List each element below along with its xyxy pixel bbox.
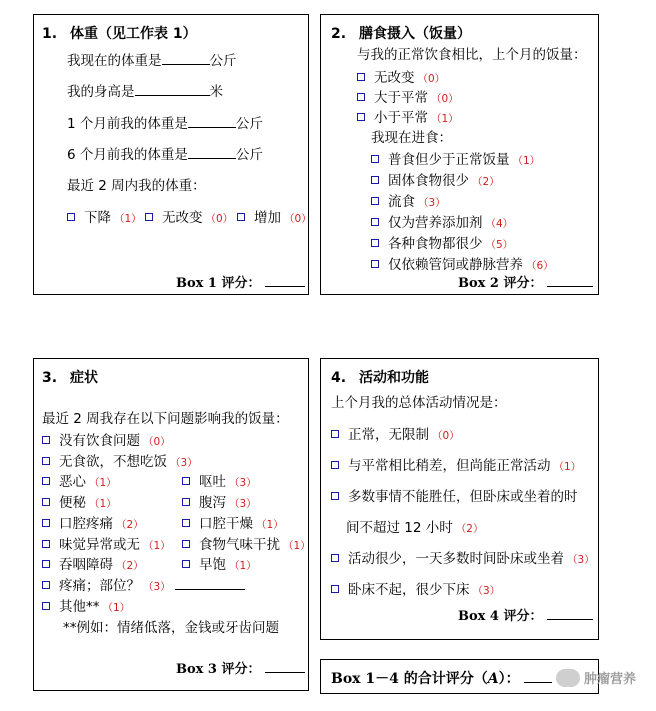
option-decrease[interactable]: 下降 （1） [67,206,142,226]
total-score-blank[interactable] [524,672,552,683]
option-no-change[interactable]: 无改变 （0） [145,206,233,226]
checkbox-icon[interactable] [237,213,245,221]
box4-activity [320,358,599,640]
box2-sub-intro: 我现在进食： [371,130,452,146]
checkbox-icon[interactable] [357,73,365,81]
watermark [556,668,636,687]
box4-intro: 上个月我的总体活动情况是： [331,395,507,411]
box1-weight [33,14,312,295]
box1-title: 1. 体重（见工作表 1） [42,26,197,42]
box3-intro: 最近 2 周我存在以下问题影响我的饭量： [42,411,289,427]
checkbox-icon[interactable] [67,213,75,221]
option-intake-more[interactable]: 大于平常 （0） [357,86,459,106]
checkbox-icon[interactable] [42,519,50,527]
box2-intro: 与我的正常饮食相比，上个月的饭量： [357,47,587,63]
checkbox-icon[interactable] [371,239,379,247]
checkbox-icon[interactable] [182,498,190,506]
option-nausea[interactable]: 恶心 （1） [42,470,117,490]
option-little-any-food[interactable]: 各种食物都很少 （5） [371,232,513,252]
option-taste-abnormal[interactable]: 味觉异常或无 （1） [42,533,171,553]
checkbox-icon[interactable] [371,260,379,268]
checkbox-icon[interactable] [371,155,379,163]
option-pain[interactable]: 疼痛；部位？ （3） [42,574,245,594]
option-little-activity[interactable]: 活动很少，一天多数时间卧床或坐着 （3） [331,547,595,567]
box2-title: 2. 膳食摄入（饭量） [331,26,471,42]
height-blank[interactable] [135,83,210,96]
box2-food-intake [320,14,599,295]
checkbox-icon[interactable] [182,560,190,568]
checkbox-icon[interactable] [182,477,190,485]
checkbox-icon[interactable] [357,113,365,121]
option-vomiting[interactable]: 呕吐 （3） [182,470,257,490]
option-supplements-only[interactable]: 仅为营养添加剂 （4） [371,211,513,231]
pain-location-blank[interactable] [175,577,245,590]
weight-2w-question: 最近 2 周内我的体重： [67,178,206,194]
option-little-solid[interactable]: 固体食物很少 （2） [371,169,500,189]
option-mostly-unable[interactable]: 多数事情不能胜任，但卧床或坐着的时 [331,485,578,505]
checkbox-icon[interactable] [42,560,50,568]
checkbox-icon[interactable] [182,540,190,548]
checkbox-icon[interactable] [371,176,379,184]
checkbox-icon[interactable] [331,430,339,438]
option-slightly-worse[interactable]: 与平常相比稍差，但尚能正常活动 （1） [331,454,581,474]
option-mostly-unable-cont: 间不超过 12 小时 （2） [346,520,484,536]
option-mouth-pain[interactable]: 口腔疼痛 （2） [42,512,144,532]
checkbox-icon[interactable] [145,213,153,221]
checkbox-icon[interactable] [42,477,50,485]
weight-1m-line: 1 个月前我的体重是 公斤 [67,116,263,132]
box2-score-blank[interactable] [547,276,593,287]
option-early-satiety[interactable]: 早饱 （1） [182,553,257,573]
box2-score: Box 2 评分： [458,272,593,291]
box4-score: Box 4 评分： [458,605,593,624]
wechat-icon [556,669,580,687]
checkbox-icon[interactable] [331,554,339,562]
checkbox-icon[interactable] [42,581,50,589]
checkbox-icon[interactable] [42,498,50,506]
box3-score-blank[interactable] [265,662,305,673]
checkbox-icon[interactable] [371,218,379,226]
checkbox-icon[interactable] [331,461,339,469]
current-weight-line: 我现在的体重是 公斤 [67,53,237,69]
option-liquid[interactable]: 流食 （3） [371,190,446,210]
checkbox-icon[interactable] [331,492,339,500]
option-dry-mouth[interactable]: 口腔干燥 （1） [182,512,284,532]
box1-score-blank[interactable] [265,276,305,287]
box3-note: **例如：情绪低落，金钱或牙齿问题 [63,620,279,636]
checkbox-icon[interactable] [42,436,50,444]
checkbox-icon[interactable] [42,457,50,465]
option-increase[interactable]: 增加 （0） [237,206,312,226]
box1-score: Box 1 评分： [176,272,305,291]
height-line: 我的身高是 米 [67,84,223,100]
option-no-appetite[interactable]: 无食欲，不想吃饭 （3） [42,450,198,470]
option-intake-less[interactable]: 小于平常 （1） [357,106,459,126]
box3-symptoms [33,358,309,691]
option-normal-activity[interactable]: 正常，无限制 （0） [331,423,460,443]
checkbox-icon[interactable] [371,197,379,205]
option-constipation[interactable]: 便秘 （1） [42,491,117,511]
option-bedridden[interactable]: 卧床不起，很少下床 （3） [331,578,500,598]
weight-6m-line: 6 个月前我的体重是 公斤 [67,147,263,163]
box3-score: Box 3 评分： [176,658,305,677]
current-weight-blank[interactable] [162,52,210,65]
checkbox-icon[interactable] [42,540,50,548]
option-no-eating-problem[interactable]: 没有饮食问题 （0） [42,429,171,449]
checkbox-icon[interactable] [42,602,50,610]
total-score: Box 1－4 的合计评分（A）： [331,668,552,688]
checkbox-icon[interactable] [182,519,190,527]
watermark-text: 肿瘤营养 [583,672,636,687]
box4-title: 4. 活动和功能 [331,370,429,386]
option-smell-bother[interactable]: 食物气味干扰 （1） [182,533,311,553]
weight-1m-blank[interactable] [188,115,236,128]
checkbox-icon[interactable] [331,585,339,593]
option-other[interactable]: 其他** （1） [42,595,130,615]
option-tube-iv-only[interactable]: 仅依赖管饲或静脉营养 （6） [371,253,554,273]
option-diarrhea[interactable]: 腹泻 （3） [182,491,257,511]
weight-6m-blank[interactable] [188,146,236,159]
option-normal-food-less[interactable]: 普食但少于正常饭量 （1） [371,148,540,168]
checkbox-icon[interactable] [357,93,365,101]
box3-title: 3. 症状 [42,370,98,386]
box4-score-blank[interactable] [547,609,593,620]
option-swallowing[interactable]: 吞咽障碍 （2） [42,553,144,573]
option-intake-no-change[interactable]: 无改变 （0） [357,66,445,86]
